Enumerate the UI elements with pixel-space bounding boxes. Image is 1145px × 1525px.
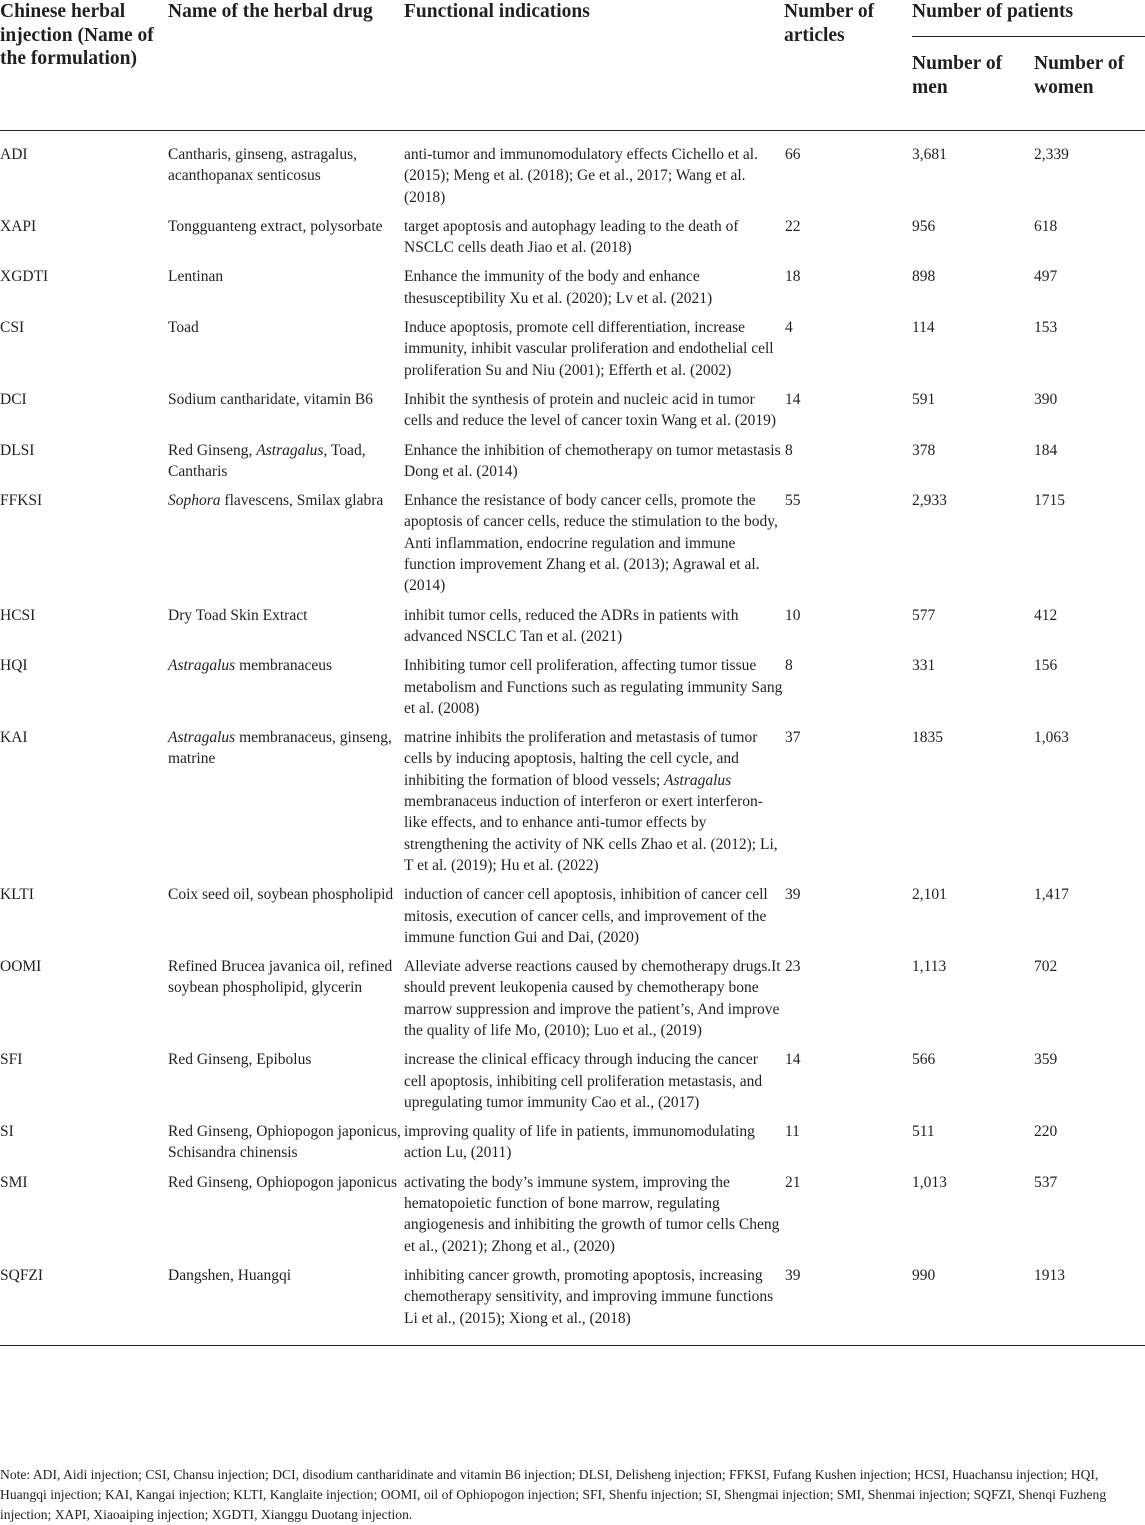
cell-injection: HCSI [0,606,36,624]
cell-articles: 10 [785,606,801,624]
cell-articles: 23 [785,958,801,976]
cell-indications: Enhance the resistance of body cancer cells, promote the apoptosis of cancer cells, reduce the stimulation to the body, Anti inflammation, endocrine regulation and immune function improvement Zhang et al. (2013); Agrawal et al. (2014) [404,492,778,595]
cell-articles: 8 [785,441,793,459]
cell-injection: FFKSI [0,492,43,510]
cell-drug [168,482,404,596]
cell-indications: target apoptosis and autophagy leading to the death of NSCLC cells death Jiao et al. (2018) [404,217,739,257]
text-segment: membranaceus, ginseng, matrine [168,729,392,768]
cell-men: 1835 [912,729,943,747]
cell-indications: increase the clinical efficacy through inducing the cancer cell apoptosis, inhibiting cell proliferation metastasis, and upregulating tumor immunity Cao et al., (2017) [404,1051,763,1111]
cell-injection: CSI [0,319,25,337]
cell-drug: Toad [168,319,199,337]
cell-injection: HQI [0,657,28,675]
table-row [0,719,1145,876]
cell-women: 412 [1034,606,1058,624]
cell-articles: 55 [785,492,801,510]
cell-men: 331 [912,657,936,675]
table-row [0,1113,1145,1164]
italic-text: Astragalus [168,729,236,747]
cell-drug: Sodium cantharidate, vitamin B6 [168,390,373,408]
cell-indications: Inhibit the synthesis of protein and nucleic acid in tumor cells and reduce the level of cancer toxin Wang et al. (2019) [404,390,777,430]
italic-text: Astragalus [256,441,324,459]
cell-drug: Red Ginseng, Ophiopogon japonicus [168,1173,398,1191]
cell-indications [404,719,784,876]
cell-women: 390 [1034,390,1058,408]
cell-women: 1715 [1034,492,1065,510]
header-articles: Number of articles [784,0,912,131]
cell-men: 577 [912,606,936,624]
text-segment: Red Ginseng, [168,441,257,459]
cell-men: 591 [912,390,936,408]
cell-men: 2,101 [912,886,947,904]
cell-drug [168,432,404,483]
cell-articles: 18 [785,268,801,286]
cell-articles: 4 [785,319,793,337]
cell-women: 2,339 [1034,146,1069,163]
table-row [0,309,1145,381]
italic-text: Astragalus [168,657,236,675]
table-row [0,948,1145,1041]
cell-men: 990 [912,1257,1034,1345]
cell-men: 956 [912,217,936,235]
cell-men: 898 [912,268,936,286]
italic-text: Sophora [168,492,221,510]
cell-women: 618 [1034,217,1058,235]
cell-women: 497 [1034,268,1058,286]
table-header [0,0,1145,131]
cell-injection: SQFZI [0,1257,168,1345]
cell-indications: induction of cancer cell apoptosis, inhibition of cancer cell mitosis, execution of cancer cells, and improvement of the immune function Gui and Dai, (2020) [404,886,768,946]
cell-articles: 39 [785,886,801,904]
cell-indications: inhibiting cancer growth, promoting apoptosis, increasing chemotherapy sensitivity, and improving immune functions Li et al., (2015); Xiong et al., (2018) [404,1257,784,1345]
cell-indications: Enhance the immunity of the body and enhance thesusceptibility Xu et al. (2020); Lv et al. (2021) [404,268,713,307]
table-row [0,258,1145,309]
text-segment: flavescens, Smilax glabra [220,492,384,510]
table-row [0,432,1145,483]
table-row [0,1164,1145,1257]
cell-indications: activating the body’s immune system, improving the hematopoietic function of bone marrow, regulating angiogenesis and inhibiting the growth of tumor cells Cheng et al., (2021); Zhong et al., (2020) [404,1173,780,1255]
cell-indications: Inhibiting tumor cell proliferation, affecting tumor tissue metabolism and Functions such as regulating immunity Sang et al. (2008) [404,657,783,717]
cell-drug: Red Ginseng, Ophiopogon japonicus, Schisandra chinensis [168,1123,401,1162]
table-row [0,482,1145,596]
table-row [0,381,1145,432]
cell-drug: Cantharis, ginseng, astragalus, acanthopanax senticosus [168,146,357,185]
cell-indications: anti-tumor and immunomodulatory effects Cichello et al. (2015); Meng et al. (2018); Ge et al., 2017; Wang et al. (2018) [404,146,758,206]
cell-injection: DLSI [0,441,35,459]
cell-men: 511 [912,1123,935,1141]
cell-articles: 21 [785,1173,801,1191]
cell-women: 1,417 [1034,886,1069,904]
text-segment: matrine inhibits the proliferation and metastasis of tumor cells by inducing apoptosis, halting the cell cycle, and inhibiting the formation of blood vessels; [404,729,758,789]
cell-men: 3,681 [912,146,947,163]
text-segment: , Toad, Cantharis [168,441,366,480]
table-body [0,131,1145,1346]
cell-indications: Alleviate adverse reactions caused by chemotherapy drugs.It should prevent leukopenia caused by chemotherapy bone marrow suppression and improve the patient’s, And improve the quality of life Mo, (2010); Luo et al., (2019) [404,958,781,1039]
cell-articles: 11 [785,1123,800,1141]
cell-indications: Induce apoptosis, promote cell differentiation, increase immunity, inhibit vascular proliferation and endothelial cell proliferation Su and Niu (2001); Efferth et al. (2002) [404,319,774,379]
header-women: Number of women [1034,37,1145,131]
cell-drug: Dry Toad Skin Extract [168,606,308,624]
cell-women: 156 [1034,657,1058,675]
cell-women: 702 [1034,958,1058,976]
cell-articles: 37 [785,729,801,747]
cell-men: 2,933 [912,492,947,510]
table-footnote: Note: ADI, Aidi injection; CSI, Chansu injection; DCI, disodium cantharidinate and vitamin B6 injection; DLSI, Delisheng injection; FFKSI, Fufang Kushen injection; HCSI, Huachansu injection; HQI, Huangqi injection; KAI, Kangai injection; KLTI, Kanglaite injection; OOMI, oil of Ophiopogon injection; SFI, Shenfu injection; SI, Shengmai injection; SMI, Shenmai injection; SQFZI, Shenqi Fuzheng injection; XAPI, Xiaoaiping injection; XGDTI, Xianggu Duotang injection. [0,1467,1107,1522]
cell-injection: DCI [0,390,27,408]
cell-men: 566 [912,1051,936,1069]
table-row [0,597,1145,648]
table-row [0,876,1145,948]
cell-injection: SMI [0,1173,28,1191]
cell-drug [168,647,404,719]
table-row [0,131,1145,208]
text-segment: membranaceus [235,657,333,675]
cell-drug: Coix seed oil, soybean phospholipid [168,886,394,904]
cell-men: 378 [912,441,936,459]
table-row [0,647,1145,719]
cell-women: 537 [1034,1173,1058,1191]
cell-injection: OOMI [0,958,42,976]
cell-injection: SI [0,1123,14,1141]
cell-women: 153 [1034,319,1058,337]
header-patients [912,0,1145,37]
header-patients-label: Number of patients [912,0,1145,37]
header-drug: Name of the herbal drug [168,0,404,131]
cell-drug: Dangshen, Huangqi [168,1257,404,1345]
header-indications: Functional indications [404,0,784,131]
cell-men: 114 [912,319,935,337]
cell-women: 184 [1034,441,1058,459]
cell-articles: 14 [785,390,801,408]
italic-text: Astragalus [664,771,732,789]
cell-indications: improving quality of life in patients, immunomodulating action Lu, (2011) [404,1123,755,1162]
table-row [0,1257,1145,1345]
cell-drug [168,719,404,876]
cell-injection: SFI [0,1051,23,1069]
cell-articles: 8 [785,657,793,675]
cell-women: 359 [1034,1051,1058,1069]
cell-injection: KAI [0,729,28,747]
table-row [0,208,1145,259]
cell-men: 1,013 [912,1173,947,1191]
table-row [0,1041,1145,1113]
cell-injection: ADI [0,146,28,163]
cell-men: 1,113 [912,958,947,976]
cell-indications: inhibit tumor cells, reduced the ADRs in patients with advanced NSCLC Tan et al. (2021) [404,606,739,645]
cell-drug: Refined Brucea javanica oil, refined soybean phospholipid, glycerin [168,958,393,997]
text-segment: membranaceus induction of interferon or exert interferon-like effects, and to enhance anti-tumor effects by strengthening the activity of NK cells Zhao et al. (2012); Li, T et al. (2019); Hu et al. (2022) [404,793,778,874]
cell-drug: Red Ginseng, Epibolus [168,1051,312,1069]
cell-drug: Tongguanteng extract, polysorbate [168,217,383,235]
cell-injection: XAPI [0,217,37,235]
cell-women: 1913 [1034,1257,1145,1345]
cell-articles: 39 [784,1257,912,1345]
cell-indications: Enhance the inhibition of chemotherapy on tumor metastasis Dong et al. (2014) [404,441,781,480]
header-men: Number of men [912,37,1034,131]
cell-articles: 22 [785,217,801,235]
cell-women: 220 [1034,1123,1058,1141]
header-injection: Chinese herbal injection (Name of the formulation) [0,0,168,131]
cell-articles: 66 [785,146,801,163]
cell-drug: Lentinan [168,268,224,286]
cell-injection: XGDTI [0,268,49,286]
cell-women: 1,063 [1034,729,1069,747]
cell-articles: 14 [785,1051,801,1069]
cell-injection: KLTI [0,886,34,904]
